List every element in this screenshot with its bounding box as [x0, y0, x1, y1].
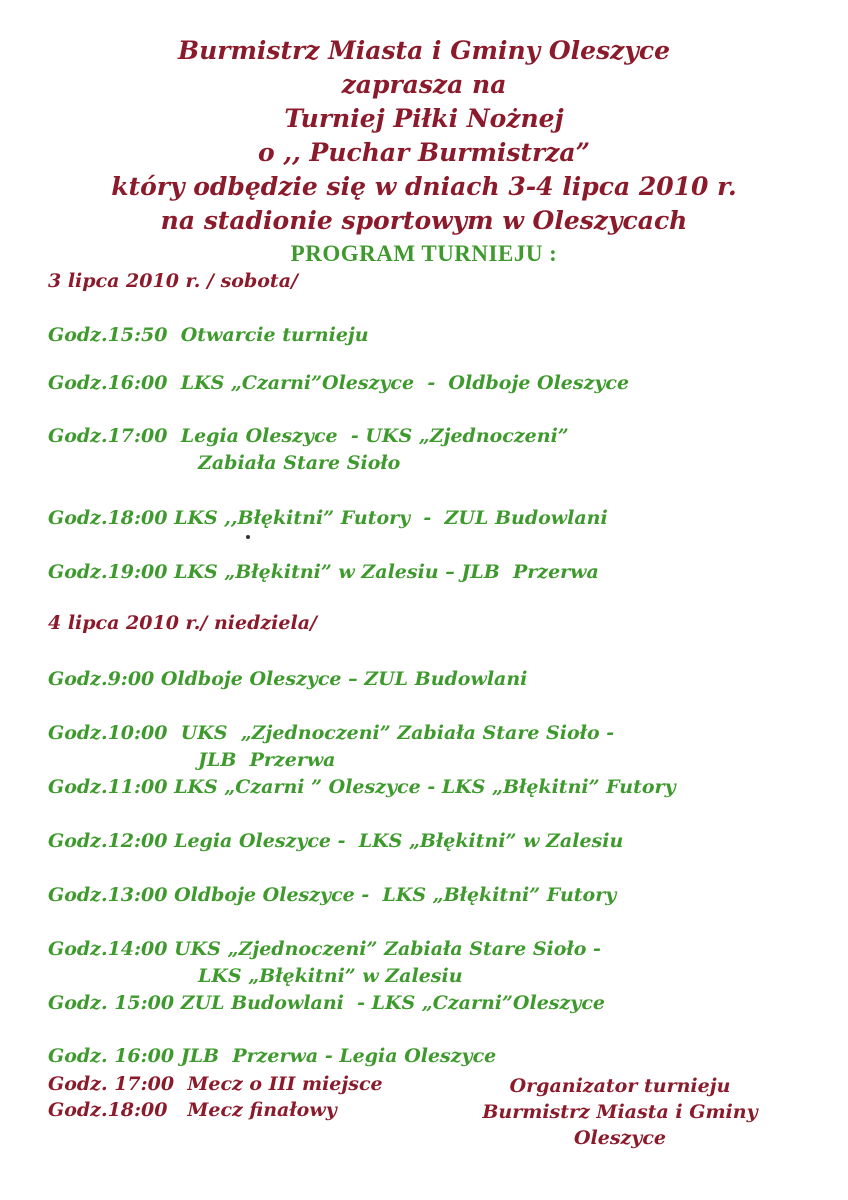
- header-line-1: Burmistrz Miasta i Gminy Oleszyce: [177, 36, 671, 65]
- event-text: Godz.12:00 Legia Oleszyce - LKS „Błękitni” w Zalesiu: [48, 830, 624, 852]
- event-text: Godz.14:00 UKS „Zjednoczeni” Zabiała Stare Sioło -: [48, 938, 601, 960]
- header-line-6: na stadionie sportowym w Oleszycach: [160, 206, 688, 235]
- day1-event: [48, 559, 599, 586]
- organizer-block: [445, 1073, 795, 1151]
- day2-event: [48, 936, 601, 990]
- event-text: Godz. 15:00 ZUL Budowlani - LKS „Czarni”Oleszyce: [48, 992, 605, 1014]
- poster-header: [0, 34, 848, 270]
- day2-event: [48, 1071, 383, 1098]
- day2-event: [48, 882, 616, 909]
- organizer-line-3: Oleszyce: [573, 1127, 667, 1149]
- event-text-continued: Zabiała Stare Sioło: [198, 452, 401, 474]
- event-text: Godz. 17:00 Mecz o III miejsce: [48, 1073, 383, 1095]
- event-text: Godz.10:00 UKS „Zjednoczeni” Zabiała Stare Sioło -: [48, 722, 615, 744]
- organizer-line-2: Burmistrz Miasta i Gminy: [482, 1101, 758, 1123]
- header-line-3: Turniej Piłki Nożnej: [284, 104, 564, 133]
- day1-event: [48, 423, 569, 477]
- day2-event: [48, 1097, 337, 1124]
- event-text: Godz.16:00 LKS „Czarni”Oleszyce - Oldboje Oleszyce: [48, 372, 630, 394]
- event-text: Godz.9:00 Oldboje Oleszyce – ZUL Budowlani: [48, 668, 528, 690]
- event-text: Godz.18:00 LKS ,,Błękitni” Futory - ZUL Budowlani: [48, 507, 608, 529]
- program-title: PROGRAM TURNIEJU :: [290, 241, 558, 266]
- header-line-5: który odbędzie się w dniach 3-4 lipca 2010 r.: [111, 172, 737, 201]
- header-line-2: zaprasza na: [341, 70, 507, 99]
- day2-event: [48, 828, 623, 855]
- day2-label: 4 lipca 2010 r./ niedziela/: [48, 612, 317, 634]
- event-text: Godz.18:00 Mecz finałowy: [48, 1099, 337, 1121]
- event-text: Godz.19:00 LKS „Błękitni” w Zalesiu – JLB Przerwa: [48, 561, 599, 583]
- organizer-line-1: Organizator turnieju: [509, 1075, 731, 1097]
- day1-label: 3 lipca 2010 r. / sobota/: [48, 270, 298, 292]
- event-text: Godz.11:00 LKS „Czarni ” Oleszyce - LKS „Błękitni” Futory: [48, 776, 676, 798]
- event-text: Godz.15:50 Otwarcie turnieju: [48, 324, 369, 346]
- event-text: Godz.17:00 Legia Oleszyce - UKS „Zjednoczeni”: [48, 425, 569, 447]
- day2-event: [48, 990, 605, 1017]
- event-text-continued: JLB Przerwa: [198, 749, 336, 771]
- day2-event: [48, 666, 527, 693]
- day2-event: [48, 1043, 496, 1070]
- day1-event: [48, 370, 629, 397]
- event-text: Godz.13:00 Oldboje Oleszyce - LKS „Błękitni” Futory: [48, 884, 617, 906]
- header-line-4: o ,, Puchar Burmistrza”: [258, 138, 590, 167]
- stray-dot: [246, 535, 250, 539]
- event-text: Godz. 16:00 JLB Przerwa - Legia Oleszyce: [48, 1045, 497, 1067]
- event-text-continued: LKS „Błękitni” w Zalesiu: [198, 965, 463, 987]
- day1-event: [48, 322, 369, 349]
- day1-event: [48, 505, 608, 532]
- day2-event: [48, 720, 614, 774]
- day2-event: [48, 774, 676, 801]
